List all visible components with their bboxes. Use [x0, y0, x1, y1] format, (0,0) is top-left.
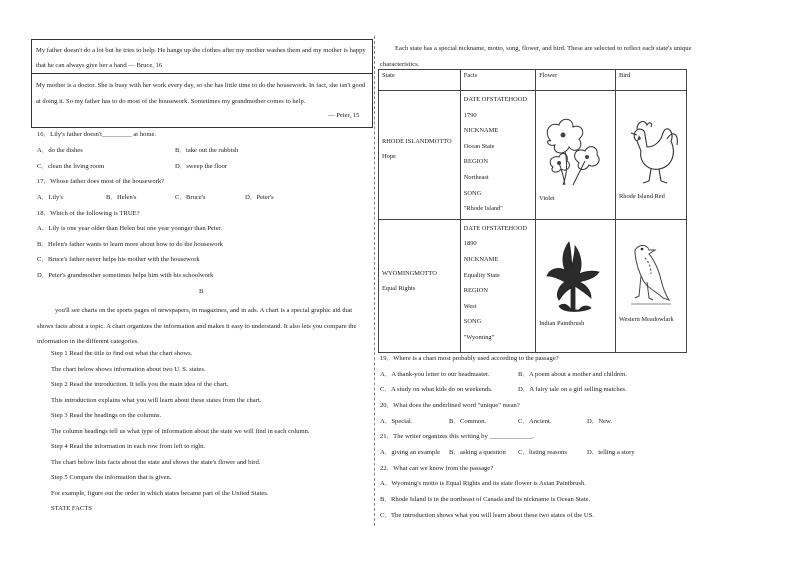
- step-3-detail: The column headings tell us what type of information about the state we will find in each column.: [51, 427, 310, 435]
- question-19-option-b[interactable]: B．A poem about a mother and children.: [518, 371, 627, 378]
- step-1-detail: The chart below shows information about two U. S. states.: [51, 365, 206, 373]
- fact-value: Northeast: [463, 173, 489, 181]
- step-1: Step 1 Read the title to find out what the chart shows.: [51, 350, 193, 357]
- step-2: Step 2 Read the introduction. It tells you the main idea of the chart.: [51, 381, 229, 388]
- quote-text-bruce: My father doesn't do a lot but he tries to help. He hangs up the clothes after my mother washes them and my mother is happy that he can always give her a hand — Bruce, 16: [36, 47, 366, 69]
- question-19-stem: 19．Where is a chart most probably used according to the passage?: [380, 355, 559, 362]
- question-20-option-c[interactable]: C．Ancient.: [518, 418, 552, 425]
- fact-label: NICKNAME: [463, 255, 499, 263]
- state-name: RHODE ISLANDMOTTO: [382, 138, 452, 145]
- question-18-stem: 18．Which of the following is TRUE?: [37, 210, 140, 217]
- state-motto: Equal Rights: [382, 284, 416, 292]
- header-state: State: [379, 70, 461, 91]
- quote-text-peter: My mother is a doctor. She is busy with her work every day, so she has little time to do the housework. In fact, she isn't good at doing it. So my father has to do most of the housework. Sometimes my grandmother comes to help.: [36, 82, 366, 105]
- state-name: WYOMINGMOTTO: [382, 269, 437, 277]
- facts-cell-rhode-island: [460, 91, 535, 220]
- question-21-option-d[interactable]: D．telling a story: [587, 449, 635, 456]
- question-21-option-b[interactable]: B．asking a question: [449, 449, 506, 456]
- state-cell-rhode-island: [379, 91, 461, 220]
- question-22-option-b[interactable]: B．Rhode Island is in the northeast of Canada and its nickname is Ocean State.: [380, 496, 591, 503]
- question-22-option-a[interactable]: A．Wyoming's motto is Equal Rights and its state flower is Asian Paintbrush.: [380, 480, 586, 487]
- question-17-option-a[interactable]: A．Lily's: [37, 194, 64, 201]
- fact-value: Equality State: [463, 271, 500, 279]
- question-20-option-b[interactable]: B．Common.: [449, 418, 487, 425]
- section-letter-b: B: [199, 288, 204, 295]
- rooster-icon: [623, 111, 683, 189]
- table-row-wyoming: [379, 219, 687, 352]
- fact-label: DATE OFSTATEHOOD: [463, 224, 528, 232]
- fact-label: REGION: [463, 287, 488, 295]
- flower-cell-wyoming: [536, 219, 616, 352]
- state-facts-table: [378, 69, 687, 353]
- header-facts: Facts: [460, 70, 535, 91]
- question-16-option-c[interactable]: C．clean the living room: [37, 163, 105, 170]
- violet-flower-icon: [539, 111, 605, 191]
- facts-cell-wyoming: [460, 219, 535, 352]
- question-22-stem: 22．What can we know from the passage?: [380, 465, 494, 472]
- bird-cell-wyoming: [616, 219, 687, 352]
- question-17-stem: 17．Whose father does most of the housework?: [37, 178, 165, 185]
- fact-value: Ocean State: [463, 142, 495, 150]
- bird-name: Rhode Island Red: [619, 193, 665, 200]
- question-19-option-a[interactable]: A．A thank-you letter to our headmaster.: [380, 371, 490, 378]
- fact-label: SONG: [463, 189, 482, 197]
- question-16-option-a[interactable]: A．do the dishes: [37, 147, 83, 154]
- state-motto: Hope: [382, 153, 396, 160]
- step-2-detail: This introduction explains what you will learn about these states from the chart.: [51, 396, 262, 404]
- fact-label: REGION: [463, 158, 488, 166]
- flower-cell-rhode-island: [536, 91, 616, 220]
- state-facts-title: STATE FACTS: [51, 505, 92, 512]
- state-cell-wyoming: [379, 219, 461, 352]
- step-5: Step 5 Compare the information that is given.: [51, 474, 172, 481]
- fact-label: DATE OFSTATEHOOD: [463, 96, 528, 103]
- question-17-option-c[interactable]: C．Bruce's: [175, 194, 206, 201]
- step-4: Step 4 Read the information in each row from left to right.: [51, 443, 206, 450]
- flower-name: Indian Paintbrush: [539, 319, 585, 327]
- question-17-option-b[interactable]: B．Helen's: [106, 194, 137, 201]
- table-header-row: [379, 70, 687, 91]
- question-18-option-b[interactable]: B．Helen's father wants to learn more about how to do the housework: [37, 241, 223, 248]
- header-flower: Flower: [536, 70, 616, 91]
- quote-signature-peter: — Peter, 15: [328, 112, 360, 119]
- meadowlark-icon: [621, 236, 681, 312]
- fact-value: 1790: [463, 111, 477, 119]
- fact-value: "Wyoming": [463, 333, 495, 341]
- question-17-option-d[interactable]: D．Peter's: [245, 194, 274, 201]
- bird-name: Western Meadowlark: [619, 315, 674, 323]
- step-3: Step 3 Read the headings on the columns.: [51, 412, 162, 419]
- passage-intro: you'll see charts on the sports pages of newspapers, in magazines, and in ads. A chart is a special graphic aid that shows facts about a topic. A chart organizes the information and makes it easy to understand. It also lets you compare the information in the different categories.: [37, 307, 357, 345]
- paintbrush-flower-icon: [539, 236, 605, 316]
- question-21-option-c[interactable]: C．listing reasons: [518, 449, 567, 456]
- question-20-option-a[interactable]: A．Special.: [380, 418, 413, 425]
- question-20-stem: 20．What does the underlined word "unique" mean?: [380, 402, 520, 409]
- header-bird: Bird: [616, 70, 687, 91]
- bird-cell-rhode-island: [616, 91, 687, 220]
- fact-value: 1890: [463, 240, 477, 248]
- question-18-option-a[interactable]: A．Lily is one year older than Helen but one year younger than Peter.: [37, 225, 223, 232]
- fact-value: "Rhode Island": [463, 205, 503, 213]
- question-18-option-d[interactable]: D．Peter's grandmother sometimes helps him with his schoolwork: [37, 272, 214, 279]
- fact-value: West: [463, 302, 477, 310]
- question-18-option-c[interactable]: C．Bruce's father never helps his mother with the housework: [37, 256, 200, 263]
- question-16-stem: 16．Lily's father doesn't_________ at home.: [37, 131, 157, 138]
- column-divider: [374, 36, 375, 526]
- question-16-option-d[interactable]: D．sweep the floor: [175, 163, 228, 170]
- flower-name: Violet: [539, 195, 555, 202]
- question-21-option-a[interactable]: A．giving an example: [380, 449, 441, 456]
- chart-intro: Each state has a special nickname, motto, song, flower, and bird. These are selected to reflect each state's unique characteristics.: [380, 45, 692, 68]
- question-19-option-c[interactable]: C．A study on what kids do on weekends.: [380, 386, 493, 393]
- question-20-option-d[interactable]: D．New.: [587, 418, 613, 425]
- question-19-option-d[interactable]: D．A fairy tale on a girl selling matches.: [518, 386, 627, 393]
- step-5-detail: For example, figure out the order in which states became part of the United States.: [51, 489, 269, 497]
- question-22-option-c[interactable]: C．The introduction shows what you will learn about these two states of the US.: [380, 512, 594, 519]
- question-16-option-b[interactable]: B．take out the rubbish: [175, 147, 239, 154]
- question-21-stem: 21．The writer organizes this writing by _____________.: [380, 433, 534, 440]
- step-4-detail: The chart below lists facts about the state and shows the state's flower and bird.: [51, 458, 261, 466]
- table-row-rhode-island: [379, 91, 687, 220]
- fact-label: SONG: [463, 318, 482, 326]
- fact-label: NICKNAME: [463, 127, 499, 135]
